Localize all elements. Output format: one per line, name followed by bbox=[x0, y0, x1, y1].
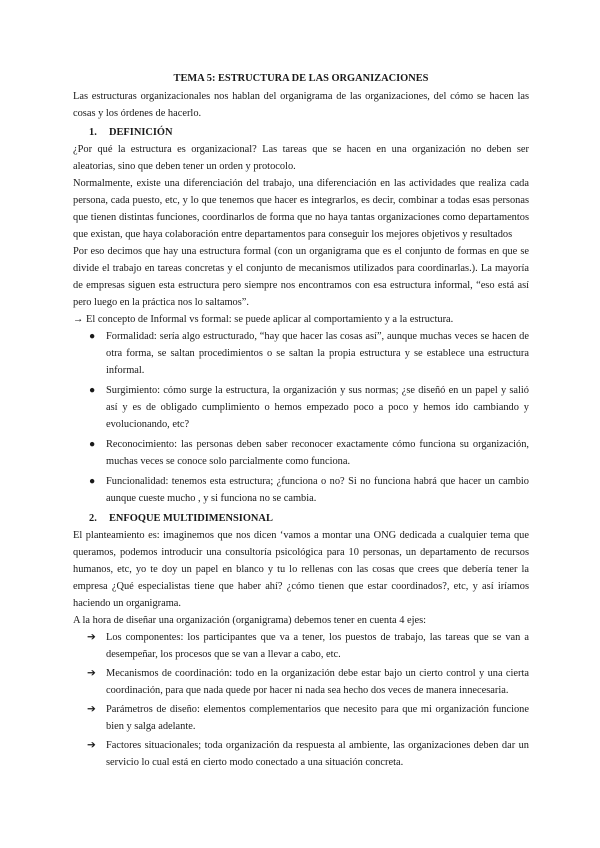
list-item-text: Parámetros de diseño: elementos complementarios que necesito para que mi organización funcione bien y salga adelante. bbox=[106, 704, 529, 732]
list-item-text: Surgimiento: cómo surge la estructura, la organización y sus normas; ¿se diseñó en un papel y salió así y es de obligado cumplimiento o hemos empezado poco a poco y hemos ido cambiando y evolucionando, etc? bbox=[106, 385, 529, 430]
section-heading-enfoque bbox=[73, 510, 529, 527]
arrow-icon: ➔ bbox=[87, 740, 96, 751]
paragraph: → El concepto de Informal vs formal: se puede aplicar al comportamiento y a la estructura. bbox=[73, 314, 454, 325]
document-page bbox=[73, 70, 529, 773]
section-title: DEFINICIÓN bbox=[109, 127, 173, 138]
arrow-icon: ➔ bbox=[87, 668, 96, 679]
list-item bbox=[73, 382, 529, 433]
section-heading-definicion bbox=[73, 124, 529, 141]
section-title: ENFOQUE MULTIDIMENSIONAL bbox=[109, 513, 273, 524]
bullet-icon: ● bbox=[89, 439, 96, 450]
section-number: 1. bbox=[89, 127, 97, 138]
bullet-list bbox=[73, 328, 529, 507]
paragraph: A la hora de diseñar una organización (organigrama) debemos tener en cuenta 4 ejes: bbox=[73, 615, 427, 626]
page-title: TEMA 5: ESTRUCTURA DE LAS ORGANIZACIONES bbox=[173, 73, 429, 84]
arrow-icon: ➔ bbox=[87, 632, 96, 643]
list-item bbox=[73, 737, 529, 771]
bullet-icon: ● bbox=[89, 331, 96, 342]
list-item-text: Factores situacionales; toda organización da respuesta al ambiente, las organizaciones deben dar un servicio lo cual está en cierto modo conectado a una situación concreta. bbox=[106, 740, 529, 768]
list-item-text: Los componentes: los participantes que va a tener, los puestos de trabajo, las tareas que se van a desempeñar, los procesos que se van a llevar a cabo, etc. bbox=[106, 632, 529, 660]
list-item-text: Formalidad: sería algo estructurado, “hay que hacer las cosas así”, aunque muchas veces se hacen de otra forma, se saltan procedimientos o se saltan la propia estructura y se establece una estructura informal. bbox=[106, 331, 529, 376]
list-item bbox=[73, 328, 529, 379]
bullet-icon: ● bbox=[89, 476, 96, 487]
paragraph: El planteamiento es: imaginemos que nos dicen ‘vamos a montar una ONG dedicada a cualquier tema que queramos, podemos introducir una consultoría psicológica para 10 personas, un departamento de recursos humanos, etc, yo te doy un papel en blanco y tu lo rellenas con las cosas que crees que debería tener la empresa ¿Qué especialistas tiene que haber ahí? ¿cómo tienen que estar coordinados?, etc, y así iríamos haciendo un organigrama. bbox=[73, 530, 529, 609]
list-item bbox=[73, 629, 529, 663]
paragraph: Por eso decimos que hay una estructura formal (con un organigrama que es el conjunto de formas en que se divide el trabajo en tareas concretas y el conjunto de mecanismos utilizados para coordinarlas.). La mayoría de empresas siguen esta estructura pero siempre nos encontramos con esa estructura informal, “eso está así pero luego en la práctica nos lo saltamos”. bbox=[73, 246, 529, 308]
bullet-icon: ● bbox=[89, 385, 96, 396]
list-item bbox=[73, 701, 529, 735]
paragraph: ¿Por qué la estructura es organizacional? Las tareas que se hacen en una organización no deben ser aleatorias, sino que deben tener un orden y protocolo. bbox=[73, 144, 529, 172]
intro-paragraph: Las estructuras organizacionales nos hablan del organigrama de las organizaciones, del cómo se hacen las cosas y los órdenes de hacerlo. bbox=[73, 91, 529, 119]
list-item-text: Funcionalidad: tenemos esta estructura; ¿funciona o no? Si no funciona habrá que hacer un cambio aunque cueste mucho , y si funciona no se cambia. bbox=[106, 476, 529, 504]
list-item bbox=[73, 665, 529, 699]
arrow-icon: ➔ bbox=[87, 704, 96, 715]
list-item bbox=[73, 473, 529, 507]
section-number: 2. bbox=[89, 513, 97, 524]
paragraph: Normalmente, existe una diferenciación del trabajo, una diferenciación en las actividades que realiza cada persona, cada puesto, etc, y lo que tenemos que hacer es integrarlos, es decir, combinar a todas esas personas que tienen distintas funciones, coordinarlos de forma que no haya tantas organizaciones como departamentos que existan, que haya colaboración entre departamentos para conseguir los mejores objetivos y resultados bbox=[73, 178, 529, 240]
list-item-text: Mecanismos de coordinación: todo en la organización debe estar bajo un cierto control y una cierta coordinación, para que nada quede por hacer ni nada sea hecho dos veces de manera innecesaria. bbox=[106, 668, 529, 696]
arrow-list bbox=[73, 629, 529, 771]
list-item-text: Reconocimiento: las personas deben saber reconocer exactamente cómo funciona su organización, muchas veces se conoce solo parcialmente como funciona. bbox=[106, 439, 529, 467]
list-item bbox=[73, 436, 529, 470]
